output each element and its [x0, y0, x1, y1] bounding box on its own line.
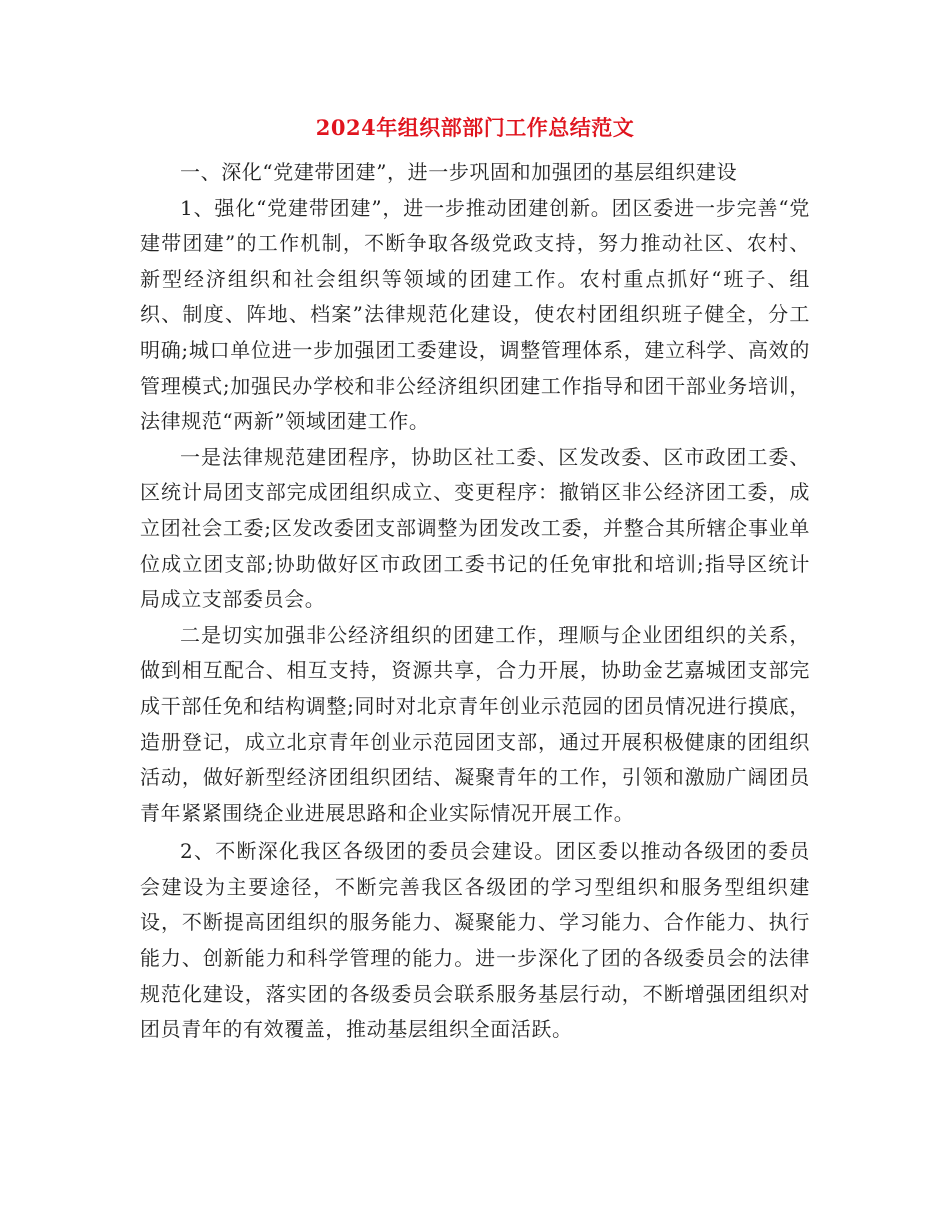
paragraph: 2、不断深化我区各级团的委员会建设。团区委以推动各级团的委员会建设为主要途径，不断完善我区各级团的学习型组织和服务型组织建设，不断提高团组织的服务能力、凝聚能力、学习能力、合作能力、执行能力、创新能力和科学管理的能力。进一步深化了团的各级委员会的法律规范化建设，落实团的各级委员会联系服务基层行动，不断增强团组织对团员青年的有效覆盖，推动基层组织全面活跃。 [140, 839, 810, 1042]
paragraph: 一是法律规范建团程序，协助区社工委、区发改委、区市政团工委、区统计局团支部完成团组织成立、变更程序：撤销区非公经济团工委，成立团社会工委;区发改委团支部调整为团发改工委，并整合其所辖企事业单位成立团支部;协助做好区市政团工委书记的任免审批和培训;指导区统计局成立支部委员会。 [140, 444, 810, 612]
document-title: 2024年组织部部门工作总结范文 [315, 115, 635, 140]
paragraph: 1、强化“党建带团建”，进一步推动团建创新。团区委进一步完善“党建带团建”的工作机制，不断争取各级党政支持，努力推动社区、农村、新型经济组织和社会组织等领域的团建工作。农村重点抓好“班子、组织、制度、阵地、档案”法律规范化建设，使农村团组织班子健全，分工明确;城口单位进一步加强团工委建设，调整管理体系，建立科学、高效的管理模式;加强民办学校和非公经济组织团建工作指导和团干部业务培训，法律规范“两新”领域团建工作。 [140, 195, 810, 434]
document-body [140, 155, 810, 1048]
paragraph: 二是切实加强非公经济组织的团建工作，理顺与企业团组织的关系，做到相互配合、相互支持，资源共享，合力开展，协助金艺嘉城团支部完成干部任免和结构调整;同时对北京青年创业示范园的团员情况进行摸底，造册登记，成立北京青年创业示范园团支部，通过开展积极健康的团组织活动，做好新型经济团组织团结、凝聚青年的工作，引领和激励广阔团员青年紧紧围绕企业进展思路和企业实际情况开展工作。 [140, 622, 810, 825]
section-heading: 一、深化“党建带团建”，进一步巩固和加强团的基层组织建设 [180, 160, 738, 184]
